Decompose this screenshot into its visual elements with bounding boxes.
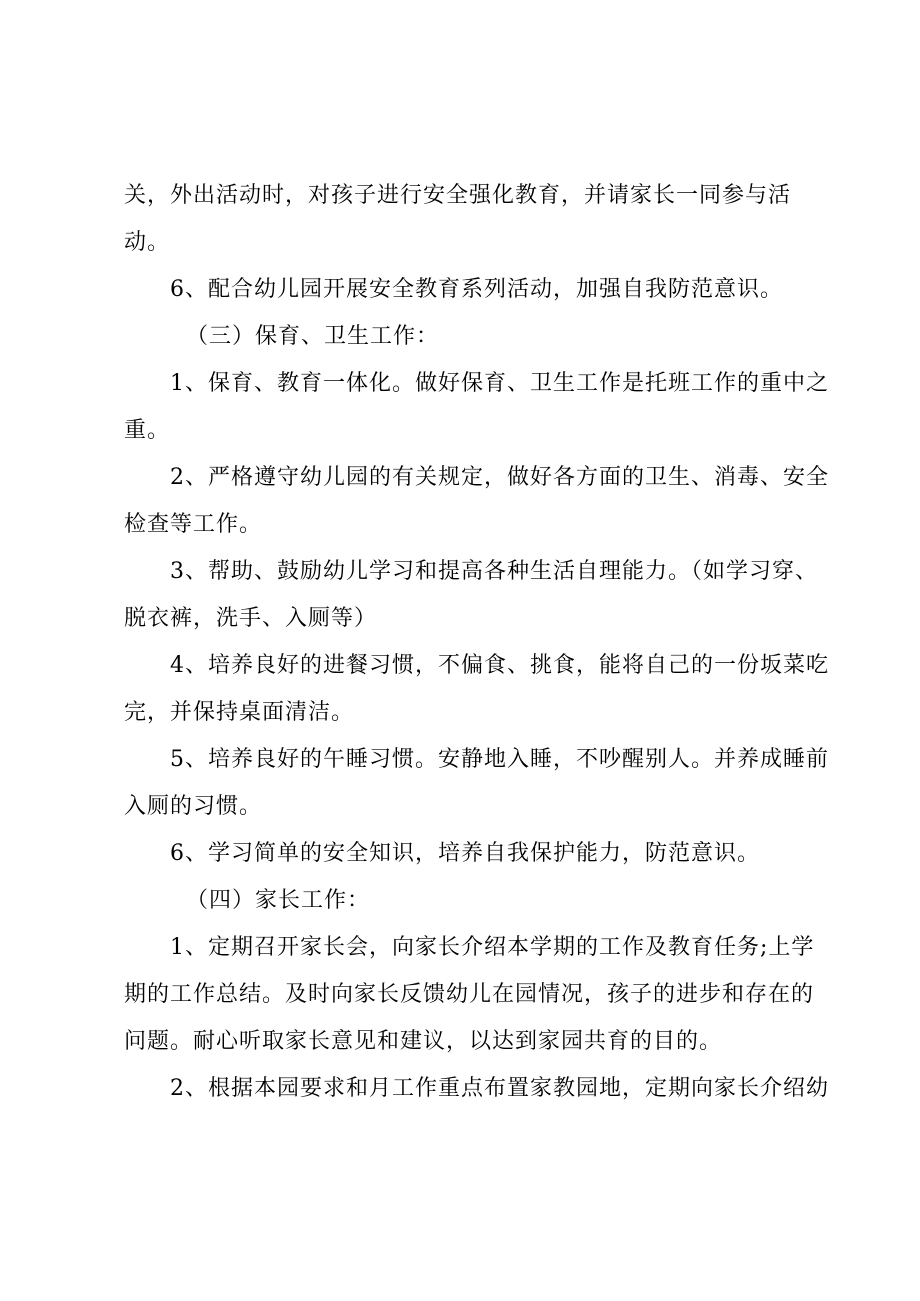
body-line: 完，并保持桌面清洁。 xyxy=(124,700,355,725)
list-item-line: 6、学习简单的安全知识，培养自我保护能力，防范意识。 xyxy=(170,841,760,866)
body-line: 脱衣裤，洗手、入厕等） xyxy=(124,606,378,631)
list-item-line: 1、定期召开家长会，向家长介绍本学期的工作及教育任务;上学 xyxy=(170,935,815,960)
section-heading: （四）家长工作： xyxy=(186,888,371,913)
document-body xyxy=(124,172,829,1112)
body-line: 检查等工作。 xyxy=(124,512,263,537)
body-line: 入厕的习惯。 xyxy=(124,794,263,819)
list-item-line: 2、严格遵守幼儿园的有关规定，做好各方面的卫生、消毒、安全 xyxy=(170,465,829,490)
list-item-line: 1、保育、教育一体化。做好保育、卫生工作是托班工作的重中之 xyxy=(170,371,829,396)
body-line: 动。 xyxy=(124,230,171,255)
body-line: 期的工作总结。及时向家长反馈幼儿在园情况，孩子的进步和存在的 xyxy=(124,982,815,1007)
list-item-line: 5、培养良好的午睡习惯。安静地入睡，不吵醒别人。并养成睡前 xyxy=(170,747,829,772)
list-item-line: 6、配合幼儿园开展安全教育系列活动，加强自我防范意识。 xyxy=(170,277,783,302)
section-heading: （三）保育、卫生工作： xyxy=(186,324,440,349)
list-item-line: 3、帮助、鼓励幼儿学习和提高各种生活自理能力。（如学习穿、 xyxy=(170,559,818,584)
list-item-line: 2、根据本园要求和月工作重点布置家教园地，定期向家长介绍幼 xyxy=(170,1076,829,1101)
list-item-line: 4、培养良好的进餐习惯，不偏食、挑食，能将自己的一份坂菜吃 xyxy=(170,653,829,678)
body-line: 关，外出活动时，对孩子进行安全强化教育，并请家长一同参与活 xyxy=(124,183,792,208)
body-line: 重。 xyxy=(124,418,171,443)
body-line: 问题。耐心听取家长意见和建议，以达到家园共育的目的。 xyxy=(124,1029,723,1054)
